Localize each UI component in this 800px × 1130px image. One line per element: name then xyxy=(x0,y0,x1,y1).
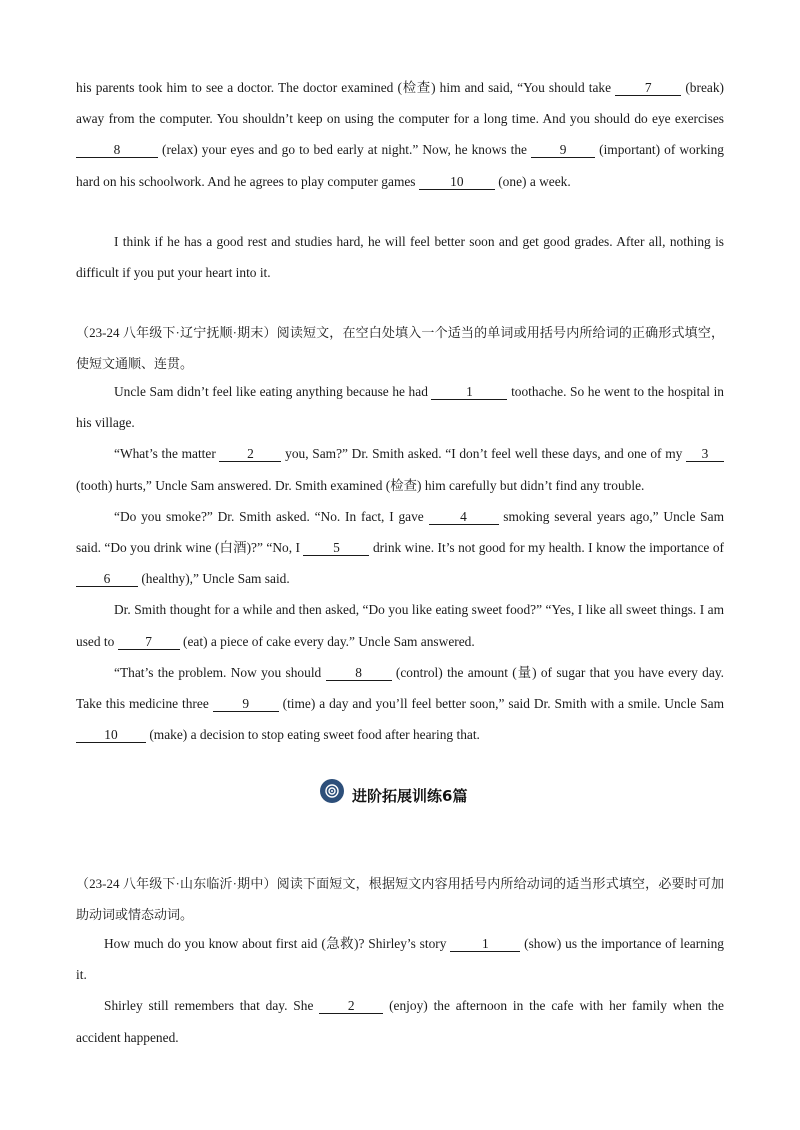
text-span: How much do you know about first aid (急救)? Shirley’s story xyxy=(104,936,451,951)
blank-2[interactable]: 2 xyxy=(219,446,281,462)
text-span: Uncle Sam didn’t feel like eating anything because he had xyxy=(114,384,432,399)
text-span: his parents took him to see a doctor. The doctor examined (检查) him and said, “You should take xyxy=(76,80,616,95)
blank-10[interactable]: 10 xyxy=(76,727,146,743)
passage2-paragraph-5 xyxy=(76,657,724,751)
text-span: “What’s the matter xyxy=(114,446,220,462)
text-span: (enjoy) the afternoon in the cafe with her family when the accident happened. xyxy=(76,998,724,1045)
blank-7[interactable]: 7 xyxy=(615,80,681,96)
text-span: (tooth) hurts,” Uncle Sam answered. Dr. Smith examined (检查) him carefully but didn’t find any trouble. xyxy=(76,477,645,493)
passage2-source-instruction: （23-24 八年级下·辽宁抚顺·期末）阅读短文，在空白处填入一个适当的单词或用括号内所给词的正确形式填空，使短文通顺、连贯。 xyxy=(76,325,724,372)
text-span: smoking several years ago,” Uncle Sam said. “Do you drink wine (白酒)?” “No, I xyxy=(76,508,724,556)
blank-7[interactable]: 7 xyxy=(118,634,180,650)
text-span: “That’s the problem. Now you should xyxy=(114,664,326,680)
passage3-source-instruction: （23-24 八年级下·山东临沂·期中）阅读下面短文，根据短文内容用括号内所给动词的适当形式填空，必要时可加助动词或情态动词。 xyxy=(76,876,724,923)
section-heading xyxy=(320,775,467,806)
blank-8[interactable]: 8 xyxy=(326,665,392,681)
text-span: “Do you smoke?” Dr. Smith asked. “No. In fact, I gave xyxy=(114,508,429,524)
text-span: drink wine. It’s not good for my health. I know the importance of xyxy=(369,540,725,556)
passage3-body xyxy=(76,928,724,1053)
section-heading-text: 进阶拓展训练6篇 xyxy=(352,787,468,805)
blank-2[interactable]: 2 xyxy=(319,998,383,1014)
passage1-closing-paragraph: I think if he has a good rest and studies hard, he will feel better soon and get good grades. After all, nothing is difficult if you put your heart into it. xyxy=(76,234,724,281)
blank-3[interactable]: 3 xyxy=(686,446,724,462)
passage2-paragraph-2 xyxy=(76,438,724,500)
text-span: (time) a day and you’ll feel better soon,” said Dr. Smith with a smile. Uncle Sam xyxy=(278,696,724,712)
blank-9[interactable]: 9 xyxy=(531,142,595,158)
text-span: (relax) your eyes and go to bed early at night.” Now, he knows the xyxy=(158,142,532,158)
blank-1[interactable]: 1 xyxy=(431,384,507,400)
passage2-paragraph-3 xyxy=(76,501,724,595)
text-span: you, Sam?” Dr. Smith asked. “I don’t feel well these days, and one of my xyxy=(281,446,686,462)
text-span: (important) of working hard on his schoolwork. And he agrees to play computer games xyxy=(76,142,724,189)
text-span: Shirley still remembers that day. She xyxy=(104,998,320,1014)
blank-5[interactable]: 5 xyxy=(303,540,369,556)
text-span: Dr. Smith thought for a while and then asked, “Do you like eating sweet food?” “Yes, I like all sweet things. I am used to xyxy=(76,602,724,649)
passage2-paragraph-4 xyxy=(76,594,724,656)
passage2-paragraph-1 xyxy=(76,376,724,438)
text-span: (healthy),” Uncle Sam said. xyxy=(138,571,290,587)
passage3-paragraph-2 xyxy=(76,990,724,1052)
text-span: (one) a week. xyxy=(494,173,571,189)
passage2-body xyxy=(76,376,724,750)
target-icon xyxy=(320,779,344,803)
blank-6[interactable]: 6 xyxy=(76,571,138,587)
text-span: (eat) a piece of cake every day.” Uncle Sam answered. xyxy=(179,633,475,649)
blank-1[interactable]: 1 xyxy=(450,936,520,952)
blank-8[interactable]: 8 xyxy=(76,142,158,158)
blank-9[interactable]: 9 xyxy=(213,696,279,712)
text-span: (break) away from the computer. You shouldn’t keep on using the computer for a long time. And you should do eye exercises xyxy=(76,80,724,127)
passage1-paragraph xyxy=(76,72,724,197)
blank-10[interactable]: 10 xyxy=(419,174,495,190)
passage3-paragraph-1 xyxy=(76,928,724,990)
blank-4[interactable]: 4 xyxy=(429,509,499,525)
text-span: (show) us the importance of learning it. xyxy=(76,936,724,983)
text-span: toothache. So he went to the hospital in his village. xyxy=(76,384,724,431)
text-span: (control) the amount (量) of sugar that you have every day. Take this medicine three xyxy=(76,664,724,712)
text-span: (make) a decision to stop eating sweet food after hearing that. xyxy=(146,727,480,743)
